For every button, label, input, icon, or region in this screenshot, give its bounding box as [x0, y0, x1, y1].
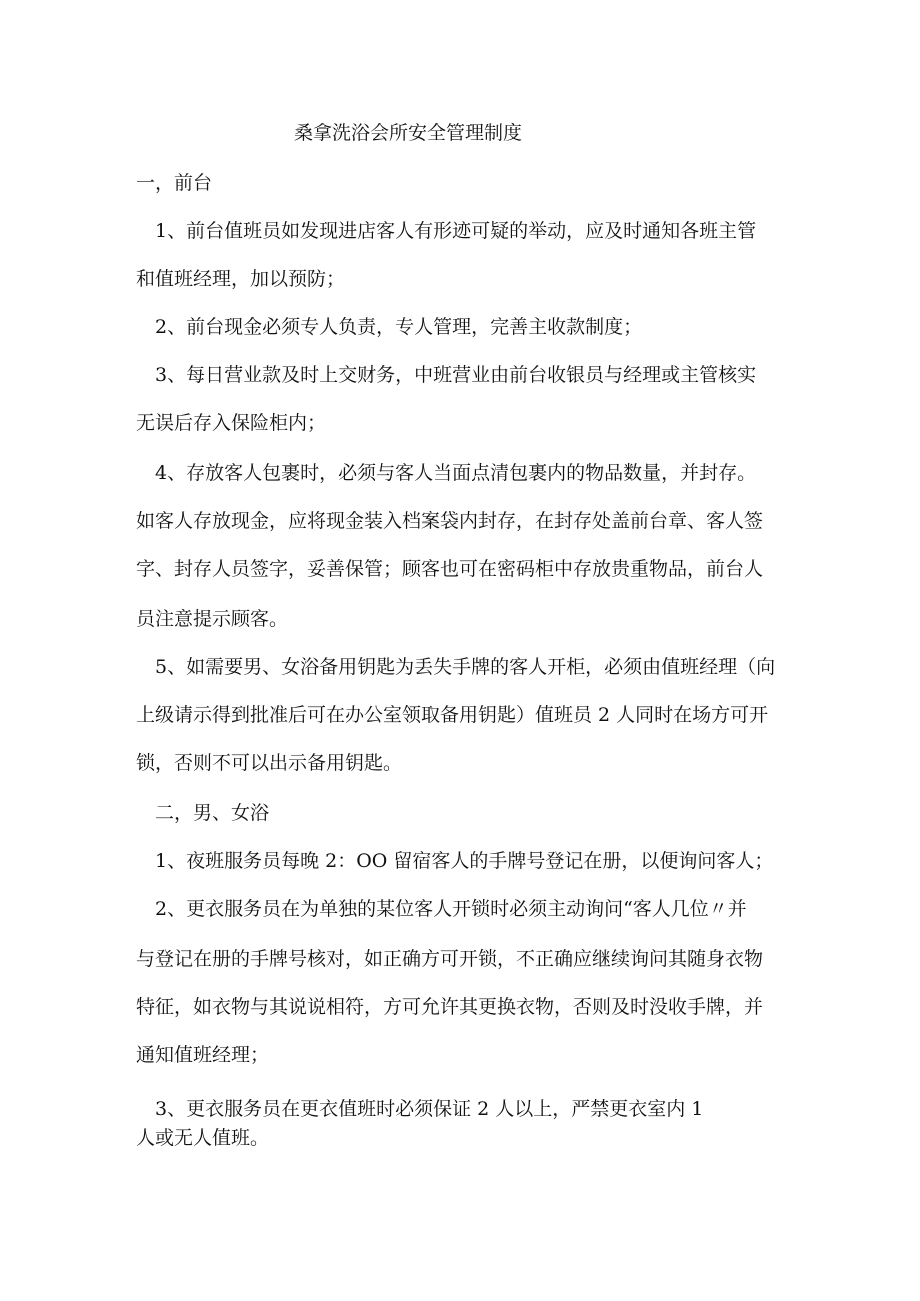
paragraph-line: 上级请示得到批准后可在办公室领取备用钥匙）值班员 2 人同时在场方可开	[136, 704, 769, 726]
paragraph-line: 和值班经理，加以预防；	[136, 268, 346, 290]
paragraph-line: 员注意提示顾客。	[136, 608, 289, 630]
paragraph-line: 3、每日营业款及时上交财务，中班营业由前台收银员与经理或主管核实	[155, 364, 757, 386]
section-heading-bath: 二，男、女浴	[155, 802, 270, 824]
paragraph-line: 1、前台值班员如发现进店客人有形迹可疑的举动，应及时通知各班主管	[155, 220, 757, 242]
paragraph-line: 1、夜班服务员每晚 2：OO 留宿客人的手牌号登记在册，以便询问客人；	[155, 850, 774, 872]
section-heading-front-desk: 一，前台	[136, 172, 213, 194]
paragraph-line: 5、如需要男、女浴备用钥匙为丢失手牌的客人开柜，必须由值班经理（向	[155, 656, 776, 678]
paragraph-line: 字、封存人员签字，妥善保管；顾客也可在密码柜中存放贵重物品，前台人	[136, 558, 764, 580]
paragraph-line: 与登记在册的手牌号核对，如正确方可开锁，不正确应继续询问其随身衣物	[136, 948, 764, 970]
paragraph-line: 特征，如衣物与其说说相符，方可允许其更换衣物，否则及时没收手牌，并	[136, 996, 764, 1018]
paragraph-line: 如客人存放现金，应将现金装入档案袋内封存，在封存处盖前台章、客人签	[136, 510, 764, 532]
paragraph-line: 人或无人值班。	[136, 1127, 270, 1149]
document-title: 桑拿洗浴会所安全管理制度	[294, 122, 523, 144]
paragraph-line: 通知值班经理；	[136, 1044, 270, 1066]
paragraph-line: 4、存放客人包裹时，必须与客人当面点清包裹内的物品数量，并封存。	[155, 462, 757, 484]
paragraph-line: 2、更衣服务员在为单独的某位客人开锁时必须主动询问“客人几位〃并	[155, 898, 747, 920]
paragraph-line: 3、更衣服务员在更衣值班时必须保证 2 人以上，严禁更衣室内 1	[155, 1098, 704, 1120]
paragraph-line: 锁，否则不可以出示备用钥匙。	[136, 752, 403, 774]
paragraph-line: 无误后存入保险柜内；	[136, 412, 327, 434]
paragraph-line: 2、前台现金必须专人负责，专人管理，完善主收款制度；	[155, 316, 643, 338]
